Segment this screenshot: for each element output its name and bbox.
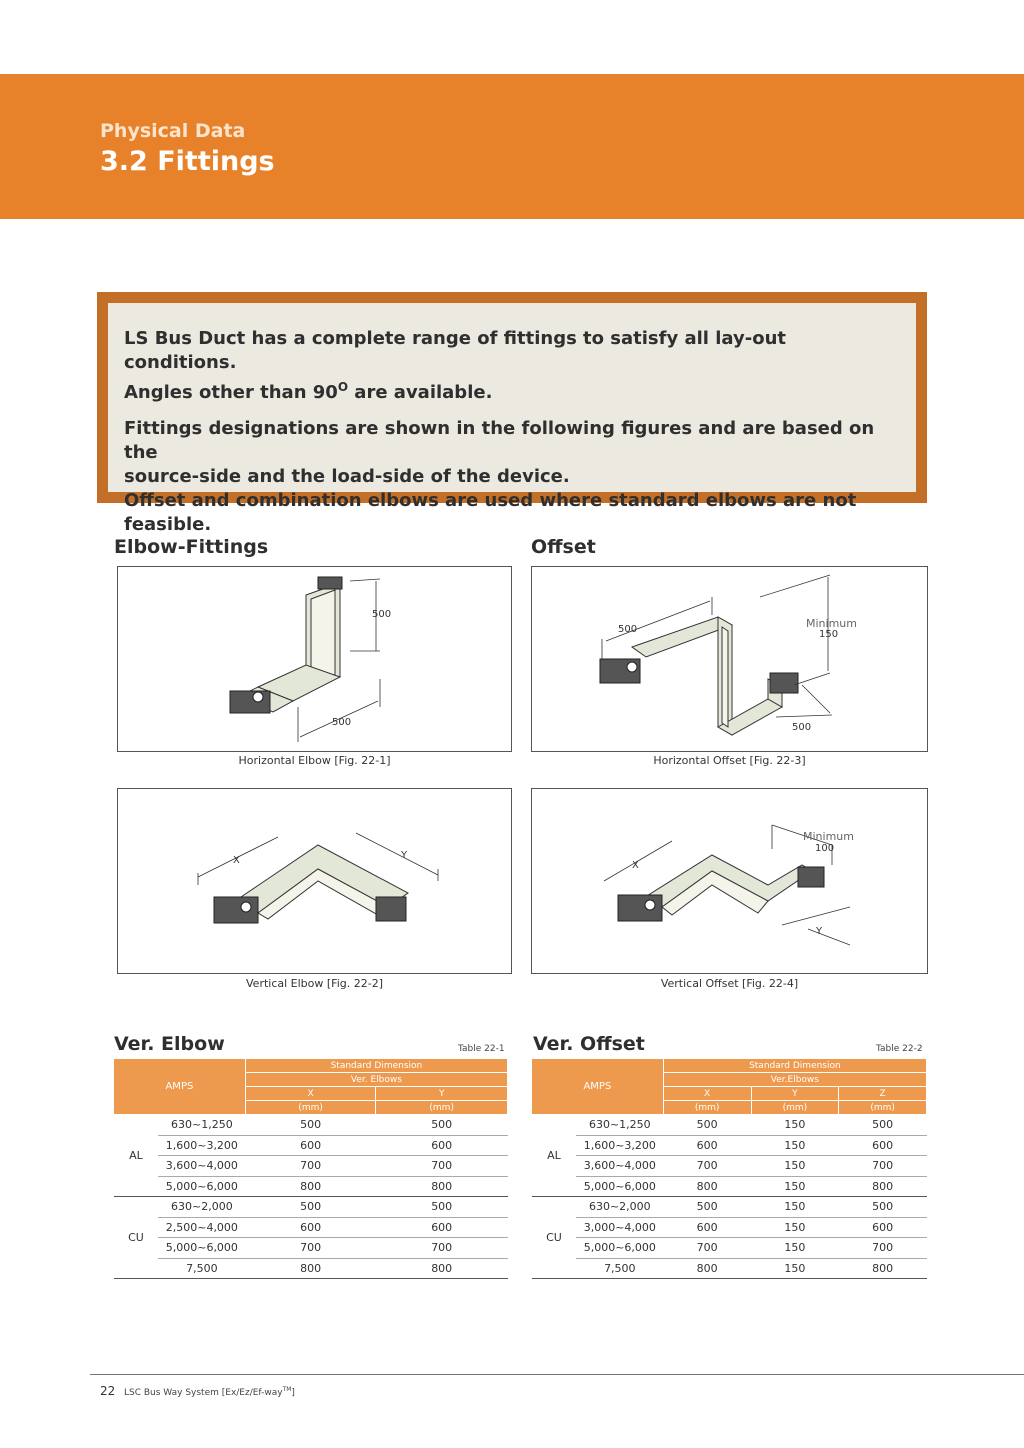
col-y-header: Y: [751, 1087, 839, 1101]
intro-line-5: Offset and combination elbows are used where standard elbows are not feasible.: [124, 490, 857, 535]
amps-cell: 630~2,000: [576, 1197, 663, 1218]
intro-callout-body: [108, 303, 916, 535]
intro-line-3: Fittings designations are shown in the following figures and are based on the: [124, 418, 875, 463]
amps-cell: 1,600~3,200: [158, 1135, 245, 1156]
amps-header: AMPS: [532, 1059, 664, 1115]
fig-22-3-caption: Horizontal Offset [Fig. 22-3]: [653, 754, 806, 767]
elbow-fittings-heading: Elbow-Fittings: [114, 536, 269, 558]
intro-line-2b: are available.: [348, 382, 493, 403]
amps-cell: 630~1,250: [576, 1115, 663, 1136]
col-x-header: X: [663, 1087, 751, 1101]
group-al: AL: [532, 1115, 577, 1197]
ver-elbows-header: Ver.Elbows: [663, 1073, 926, 1087]
minimum-value: 150: [819, 629, 839, 640]
amps-cell: 630~2,000: [158, 1197, 245, 1218]
amps-cell: 630~1,250: [158, 1115, 245, 1136]
table-row: [114, 1156, 508, 1177]
dim-x-label: X: [632, 860, 639, 871]
y-cell: 600: [376, 1217, 508, 1238]
y-cell: 150: [751, 1217, 839, 1238]
dim-b-label: 500: [792, 722, 812, 733]
page-number: 22: [100, 1384, 116, 1398]
intro-line-4: source-side and the load-side of the device.: [124, 466, 570, 487]
minimum-label: Minimum: [803, 830, 854, 843]
ver-elbow-table-title: Ver. Elbow: [114, 1033, 225, 1055]
ver-offset-table-title: Ver. Offset: [533, 1033, 645, 1055]
z-cell: 500: [839, 1197, 927, 1218]
vertical-elbow-drawing: [118, 789, 511, 973]
unit-y: (mm): [751, 1101, 839, 1115]
footer-text-main: LSC Bus Way System [Ex/Ez/Ef-way: [124, 1388, 283, 1398]
unit-x: (mm): [663, 1101, 751, 1115]
table-row: [114, 1197, 508, 1218]
standard-dimension-header: Standard Dimension: [663, 1059, 926, 1073]
horizontal-offset-figure: [531, 566, 928, 752]
table-row: [114, 1176, 508, 1197]
ver-elbow-table: [113, 1058, 508, 1279]
section-subtitle: Physical Data: [100, 120, 246, 142]
x-cell: 700: [663, 1156, 751, 1177]
table-22-2-label: Table 22-2: [876, 1044, 923, 1054]
minimum-label: Minimum: [806, 617, 857, 630]
z-cell: 500: [839, 1115, 927, 1136]
y-cell: 800: [376, 1258, 508, 1279]
y-cell: 150: [751, 1176, 839, 1197]
fig-22-2-caption: Vertical Elbow [Fig. 22-2]: [246, 977, 383, 990]
dim-y-label: Y: [816, 926, 823, 937]
x-cell: 500: [663, 1197, 751, 1218]
x-cell: 800: [663, 1176, 751, 1197]
x-cell: 800: [245, 1258, 376, 1279]
x-cell: 600: [245, 1217, 376, 1238]
y-cell: 600: [376, 1135, 508, 1156]
table-row: [532, 1197, 927, 1218]
y-cell: 150: [751, 1135, 839, 1156]
offset-heading: Offset: [531, 536, 596, 558]
amps-cell: 1,600~3,200: [576, 1135, 663, 1156]
table-row: [114, 1238, 508, 1259]
header-banner: [0, 74, 1024, 219]
page-title: 3.2 Fittings: [100, 146, 275, 177]
amps-cell: 5,000~6,000: [158, 1176, 245, 1197]
intro-callout: [97, 292, 927, 535]
x-cell: 700: [245, 1156, 376, 1177]
y-cell: 700: [376, 1156, 508, 1177]
standard-dimension-header: Standard Dimension: [245, 1059, 507, 1073]
dim-x-label: X: [233, 855, 240, 866]
amps-cell: 5,000~6,000: [576, 1176, 663, 1197]
table-row: [532, 1217, 927, 1238]
minimum-value: 100: [815, 843, 835, 854]
vertical-offset-figure: [531, 788, 928, 974]
amps-header: AMPS: [114, 1059, 246, 1115]
x-cell: 800: [663, 1258, 751, 1279]
amps-cell: 7,500: [576, 1258, 663, 1279]
x-cell: 700: [245, 1238, 376, 1259]
dim-y-label: Y: [401, 850, 408, 861]
col-z-header: Z: [839, 1087, 927, 1101]
ver-offset-table: [531, 1058, 927, 1279]
x-cell: 600: [663, 1217, 751, 1238]
y-cell: 500: [376, 1115, 508, 1136]
table-row: [532, 1238, 927, 1259]
unit-x: (mm): [245, 1101, 376, 1115]
z-cell: 600: [839, 1135, 927, 1156]
table-row: [532, 1135, 927, 1156]
footer-divider: [90, 1374, 1024, 1375]
z-cell: 600: [839, 1217, 927, 1238]
amps-cell: 3,600~4,000: [158, 1156, 245, 1177]
intro-line-2a: Angles other than 90: [124, 382, 338, 403]
amps-cell: 5,000~6,000: [158, 1238, 245, 1259]
intro-line-1: LS Bus Duct has a complete range of fittings to satisfy all lay-out conditions.: [124, 328, 786, 373]
table-row: [114, 1258, 508, 1279]
x-cell: 500: [663, 1115, 751, 1136]
x-cell: 800: [245, 1176, 376, 1197]
table-row: [114, 1135, 508, 1156]
x-cell: 700: [663, 1238, 751, 1259]
x-cell: 600: [663, 1135, 751, 1156]
dim-a-label: 500: [372, 609, 392, 620]
col-x-header: X: [245, 1087, 376, 1101]
trademark-mark: TM: [282, 1386, 292, 1393]
footer-text-close: ]: [291, 1388, 295, 1398]
z-cell: 700: [839, 1238, 927, 1259]
horizontal-elbow-figure: [117, 566, 512, 752]
amps-cell: 5,000~6,000: [576, 1238, 663, 1259]
table-row: [114, 1217, 508, 1238]
z-cell: 800: [839, 1258, 927, 1279]
x-cell: 500: [245, 1197, 376, 1218]
y-cell: 500: [376, 1197, 508, 1218]
x-cell: 500: [245, 1115, 376, 1136]
x-cell: 600: [245, 1135, 376, 1156]
horizontal-elbow-drawing: [118, 567, 511, 751]
amps-cell: 7,500: [158, 1258, 245, 1279]
dim-a-label: 500: [618, 624, 638, 635]
horizontal-offset-drawing: [532, 567, 927, 751]
col-y-header: Y: [376, 1087, 508, 1101]
group-cu: CU: [114, 1197, 159, 1279]
z-cell: 700: [839, 1156, 927, 1177]
footer-product-name: [124, 1386, 295, 1398]
y-cell: 800: [376, 1176, 508, 1197]
table-row: [532, 1115, 927, 1136]
vertical-offset-drawing: [532, 789, 927, 973]
table-row: [114, 1115, 508, 1136]
dim-b-label: 500: [332, 717, 352, 728]
unit-y: (mm): [376, 1101, 508, 1115]
y-cell: 700: [376, 1238, 508, 1259]
degree-mark: O: [337, 380, 349, 394]
vertical-elbow-figure: [117, 788, 512, 974]
table-row: [532, 1156, 927, 1177]
group-cu: CU: [532, 1197, 577, 1279]
fig-22-1-caption: Horizontal Elbow [Fig. 22-1]: [238, 754, 391, 767]
fig-22-4-caption: Vertical Offset [Fig. 22-4]: [660, 977, 799, 990]
amps-cell: 2,500~4,000: [158, 1217, 245, 1238]
amps-cell: 3,000~4,000: [576, 1217, 663, 1238]
y-cell: 150: [751, 1197, 839, 1218]
table-22-1-label: Table 22-1: [458, 1044, 505, 1054]
y-cell: 150: [751, 1115, 839, 1136]
y-cell: 150: [751, 1238, 839, 1259]
amps-cell: 3,600~4,000: [576, 1156, 663, 1177]
table-row: [532, 1176, 927, 1197]
table-row: [532, 1258, 927, 1279]
ver-elbows-header: Ver. Elbows: [245, 1073, 507, 1087]
y-cell: 150: [751, 1258, 839, 1279]
group-al: AL: [114, 1115, 159, 1197]
y-cell: 150: [751, 1156, 839, 1177]
z-cell: 800: [839, 1176, 927, 1197]
unit-z: (mm): [839, 1101, 927, 1115]
